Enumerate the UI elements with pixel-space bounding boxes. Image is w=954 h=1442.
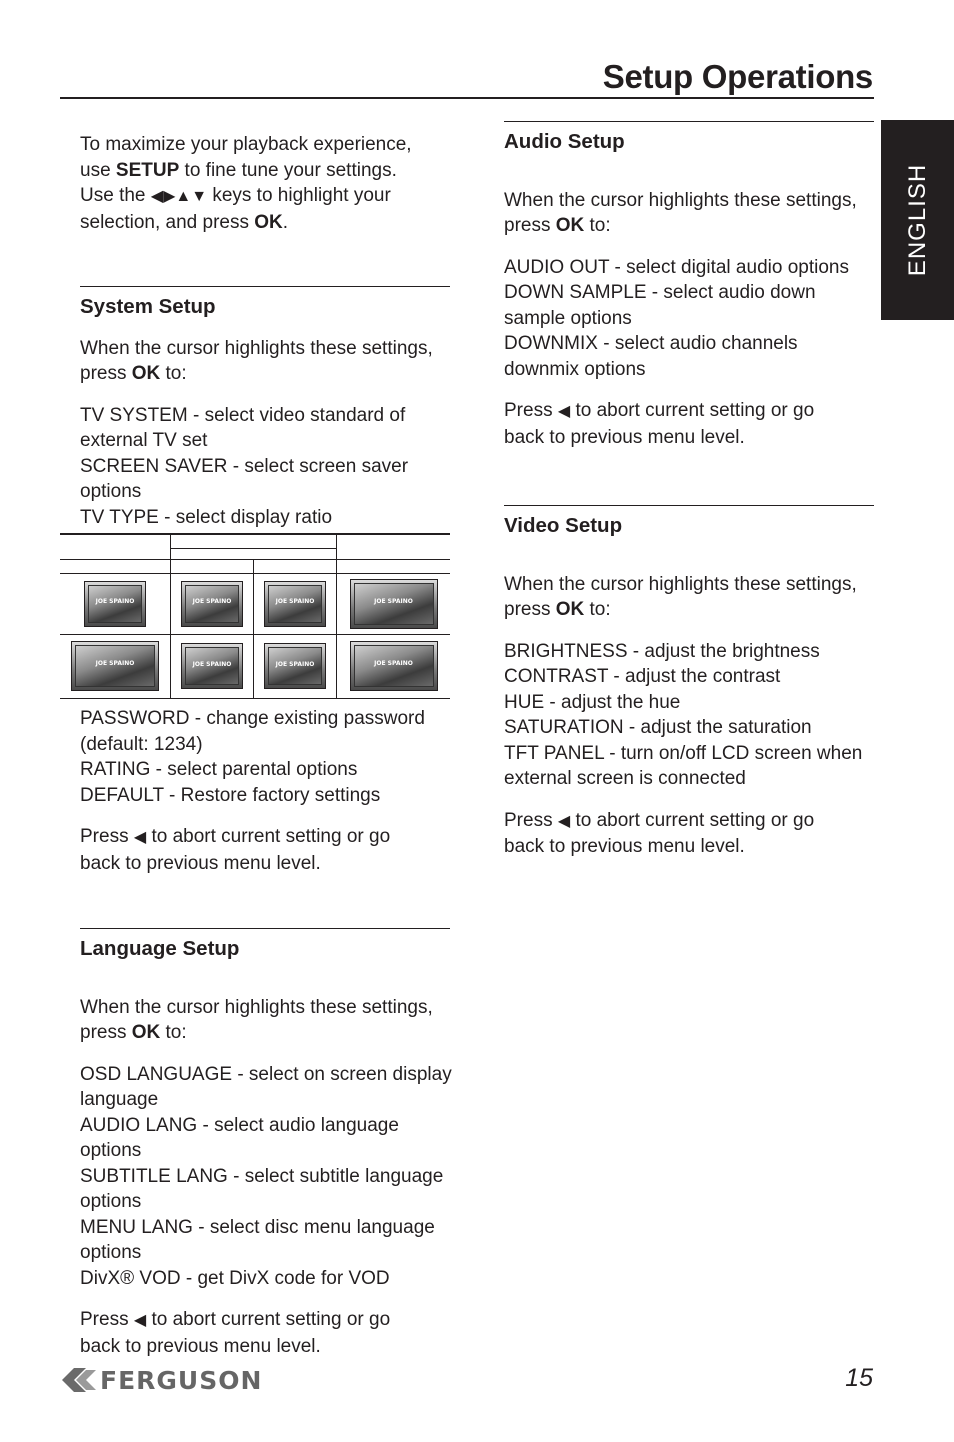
left-arrow-icon: ◀ [557,403,571,420]
tv-thumbnail: JOE SPAINO [350,579,438,629]
language-items-list [80,1062,460,1292]
list-item: HUE - adjust the hue [504,691,681,713]
audio-setup-heading: Audio Setup [504,130,625,153]
list-item: RATING - select parental options [80,759,358,780]
list-item: SCREEN SAVER - select screen saver [80,455,409,477]
list-item: options [80,1242,142,1263]
tv-thumbnail: JOE SPAINO [264,643,326,689]
tv-thumbnail: JOE SPAINO [181,643,243,689]
list-item: DEFAULT - Restore factory settings [80,784,381,806]
tv-thumbnail: JOE SPAINO [71,641,159,691]
left-arrow-icon: ◀ [557,812,571,830]
list-item: options [80,1140,142,1161]
ferguson-logo-icon [62,1366,96,1394]
system-cursor-text: When the cursor highlights these settings, press OK to: [80,337,433,384]
list-item: (default: 1234) [80,733,203,755]
list-item: CONTRAST - adjust the contrast [504,666,781,687]
tv-thumbnail: JOE SPAINO [264,581,326,627]
list-item: external screen is connected [504,768,746,789]
list-item: TV TYPE - select display ratio [80,506,333,528]
tv-thumbnail: JOE SPAINO [181,581,243,627]
arrow-keys-icon: ◀▶▲▼ [150,188,208,205]
title-divider [60,97,874,99]
list-item: downmix options [504,358,646,380]
list-item: BRIGHTNESS - adjust the brightness [504,640,820,662]
left-arrow-icon: ◀ [133,829,147,846]
list-item: TFT PANEL - turn on/off LCD screen when [504,742,863,764]
intro-text: To maximize your playback experience, use SETUP to fine tune your settings. Use the ◀▶▲▼ keys to highlight your selection, and press OK. [80,134,412,233]
list-item: SUBTITLE LANG - select subtitle language [80,1165,444,1187]
system-setup-section [80,294,460,530]
system-divider [80,286,450,287]
list-item: AUDIO OUT - select digital audio options [504,256,849,278]
system-setup-continued [80,706,460,876]
system-abort-text: Press ◀ to abort current setting or go back to previous menu level. [80,826,391,874]
ferguson-logo [62,1364,262,1396]
system-items-list-2 [80,706,460,808]
audio-setup-section [504,129,884,450]
language-divider [80,928,450,929]
list-item: options [80,1191,142,1212]
audio-divider [504,121,874,122]
audio-items-list [504,255,884,383]
video-abort-text: Press ◀ to abort current setting or go back to previous menu level. [504,809,815,857]
video-items-list [504,639,884,792]
audio-cursor-text: When the cursor highlights these settings, press OK to: [504,189,857,236]
video-setup-heading: Video Setup [504,514,623,537]
list-item: DOWNMIX - select audio channels [504,333,798,354]
left-arrow-icon: ◀ [133,1312,147,1329]
tv-type-table [60,533,450,699]
language-tab-label: ENGLISH [903,163,931,277]
language-setup-section [80,936,460,1359]
intro-block [80,132,460,235]
system-items-list [80,403,460,531]
page-title: Setup Operations [602,58,873,95]
tv-thumbnail: JOE SPAINO [84,581,146,627]
list-item: DivX® VOD - get DivX code for VOD [80,1267,390,1289]
list-item: AUDIO LANG - select audio language [80,1114,399,1136]
system-setup-heading: System Setup [80,295,216,318]
video-divider [504,505,874,506]
brand-name: FERGUSON [100,1365,263,1395]
tv-thumbnail: JOE SPAINO [350,641,438,691]
list-item: PASSWORD - change existing password [80,708,425,729]
list-item: MENU LANG - select disc menu language [80,1216,435,1238]
language-setup-heading: Language Setup [80,937,240,960]
list-item: DOWN SAMPLE - select audio down [504,282,816,303]
list-item: language [80,1089,159,1110]
video-setup-section [504,513,884,860]
list-item: TV SYSTEM - select video standard of [80,404,406,426]
language-cursor-text: When the cursor highlights these settings, press OK to: [80,996,433,1043]
language-abort-text: Press ◀ to abort current setting or go back to previous menu level. [80,1309,391,1357]
list-item: OSD LANGUAGE - select on screen display [80,1063,452,1085]
list-item: sample options [504,307,632,329]
audio-abort-text: Press ◀ to abort current setting or go back to previous menu level. [504,400,815,448]
video-cursor-text: When the cursor highlights these settings, press OK to: [504,573,857,620]
language-tab [881,120,954,320]
page-number: 15 [845,1364,873,1392]
list-item: SATURATION - adjust the saturation [504,717,812,738]
list-item: options [80,481,142,502]
list-item: external TV set [80,430,208,451]
